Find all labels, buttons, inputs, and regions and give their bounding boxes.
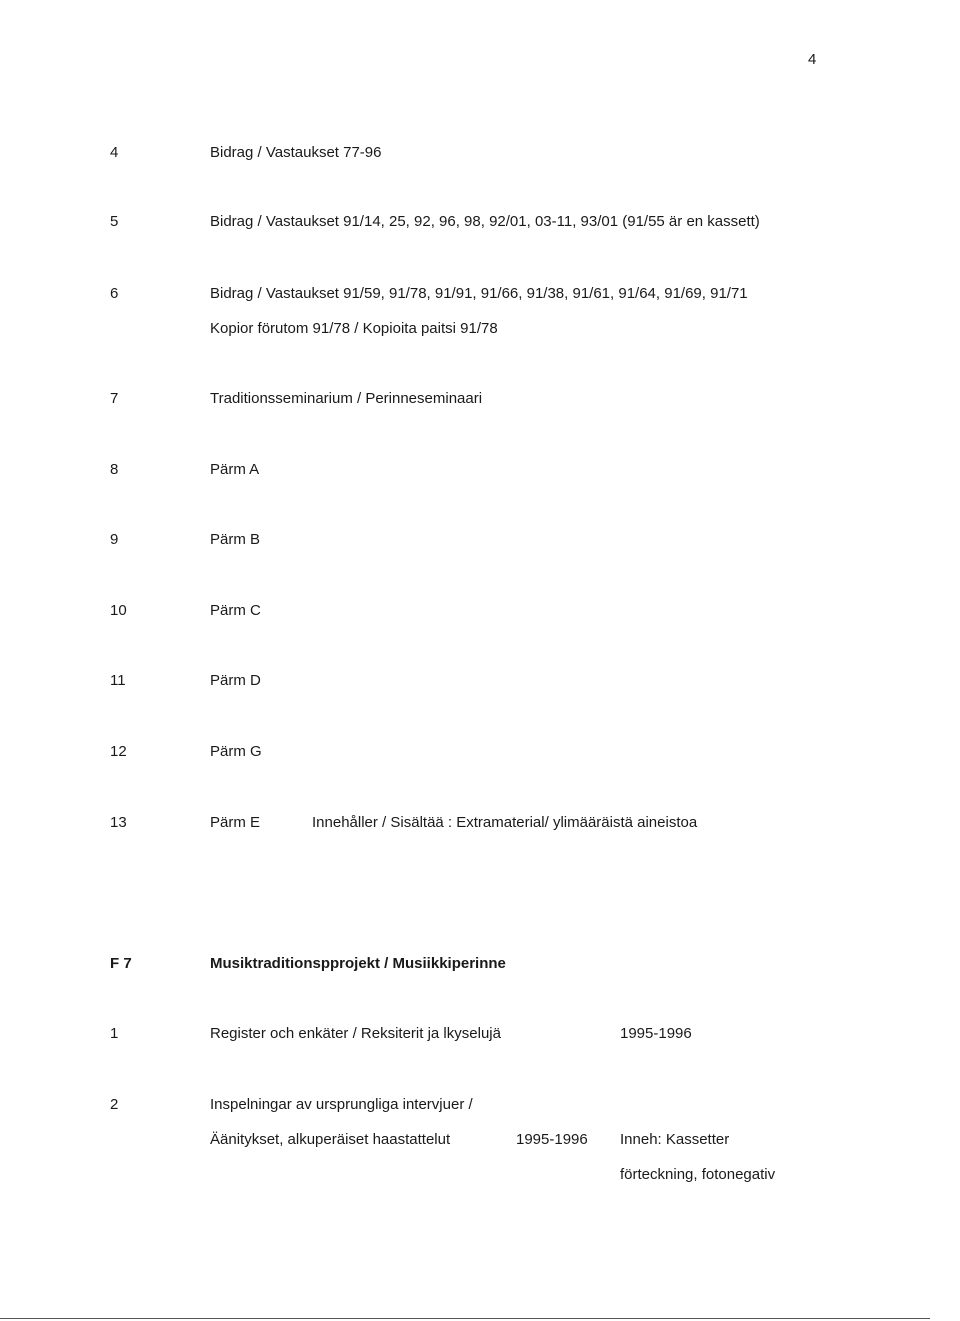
entry-number: 6	[110, 285, 119, 302]
page-number: 4	[808, 51, 817, 68]
section-item-number: 2	[110, 1096, 119, 1113]
entry-number: 11	[110, 672, 126, 689]
entry-text: Pärm C	[210, 602, 261, 619]
entry-text: Pärm A	[210, 461, 260, 478]
entry-text: Pärm G	[210, 743, 262, 760]
section-item-years: 1995-1996	[516, 1131, 588, 1148]
entry-number: 9	[110, 531, 119, 548]
section-item-text-line2: Äänitykset, alkuperäiset haastattelut	[210, 1131, 451, 1148]
entry-text-line2: Kopior förutom 91/78 / Kopioita paitsi 91/78	[210, 320, 498, 337]
entry-number: 8	[110, 461, 119, 478]
entry-text: Bidrag / Vastaukset 91/14, 25, 92, 96, 98, 92/01, 03-11, 93/01 (91/55 är en kassett)	[210, 213, 760, 230]
section-title: Musiktraditionspprojekt / Musiikkiperinne	[210, 955, 506, 972]
bottom-rule	[0, 1318, 930, 1319]
section-item-text: Inspelningar av ursprungliga intervjuer /	[210, 1096, 473, 1113]
entry-text: Pärm B	[210, 531, 261, 548]
entry-number: 5	[110, 213, 119, 230]
entry-number: 10	[110, 602, 127, 619]
entry-text: Bidrag / Vastaukset 77-96	[210, 144, 382, 161]
section-code: F 7	[110, 955, 132, 972]
section-item-number: 1	[110, 1025, 119, 1042]
entry-text: Pärm D	[210, 672, 261, 689]
entry-note: Innehåller / Sisältää : Extramaterial/ ylimääräistä aineistoa	[312, 814, 698, 831]
section-item-text: Register och enkäter / Reksiterit ja lkyselujä	[210, 1025, 501, 1042]
section-item-years: 1995-1996	[620, 1025, 692, 1042]
entry-number: 12	[110, 743, 127, 760]
entry-number: 7	[110, 390, 119, 407]
section-item-note: Inneh: Kassetter	[620, 1131, 730, 1148]
entry-text: Pärm E	[210, 814, 261, 831]
entry-text: Bidrag / Vastaukset 91/59, 91/78, 91/91, 91/66, 91/38, 91/61, 91/64, 91/69, 91/71	[210, 285, 748, 302]
section-item-note-line2: förteckning, fotonegativ	[620, 1166, 776, 1183]
entry-number: 4	[110, 144, 119, 161]
entry-text: Traditionsseminarium / Perinneseminaari	[210, 390, 483, 407]
entry-number: 13	[110, 814, 127, 831]
